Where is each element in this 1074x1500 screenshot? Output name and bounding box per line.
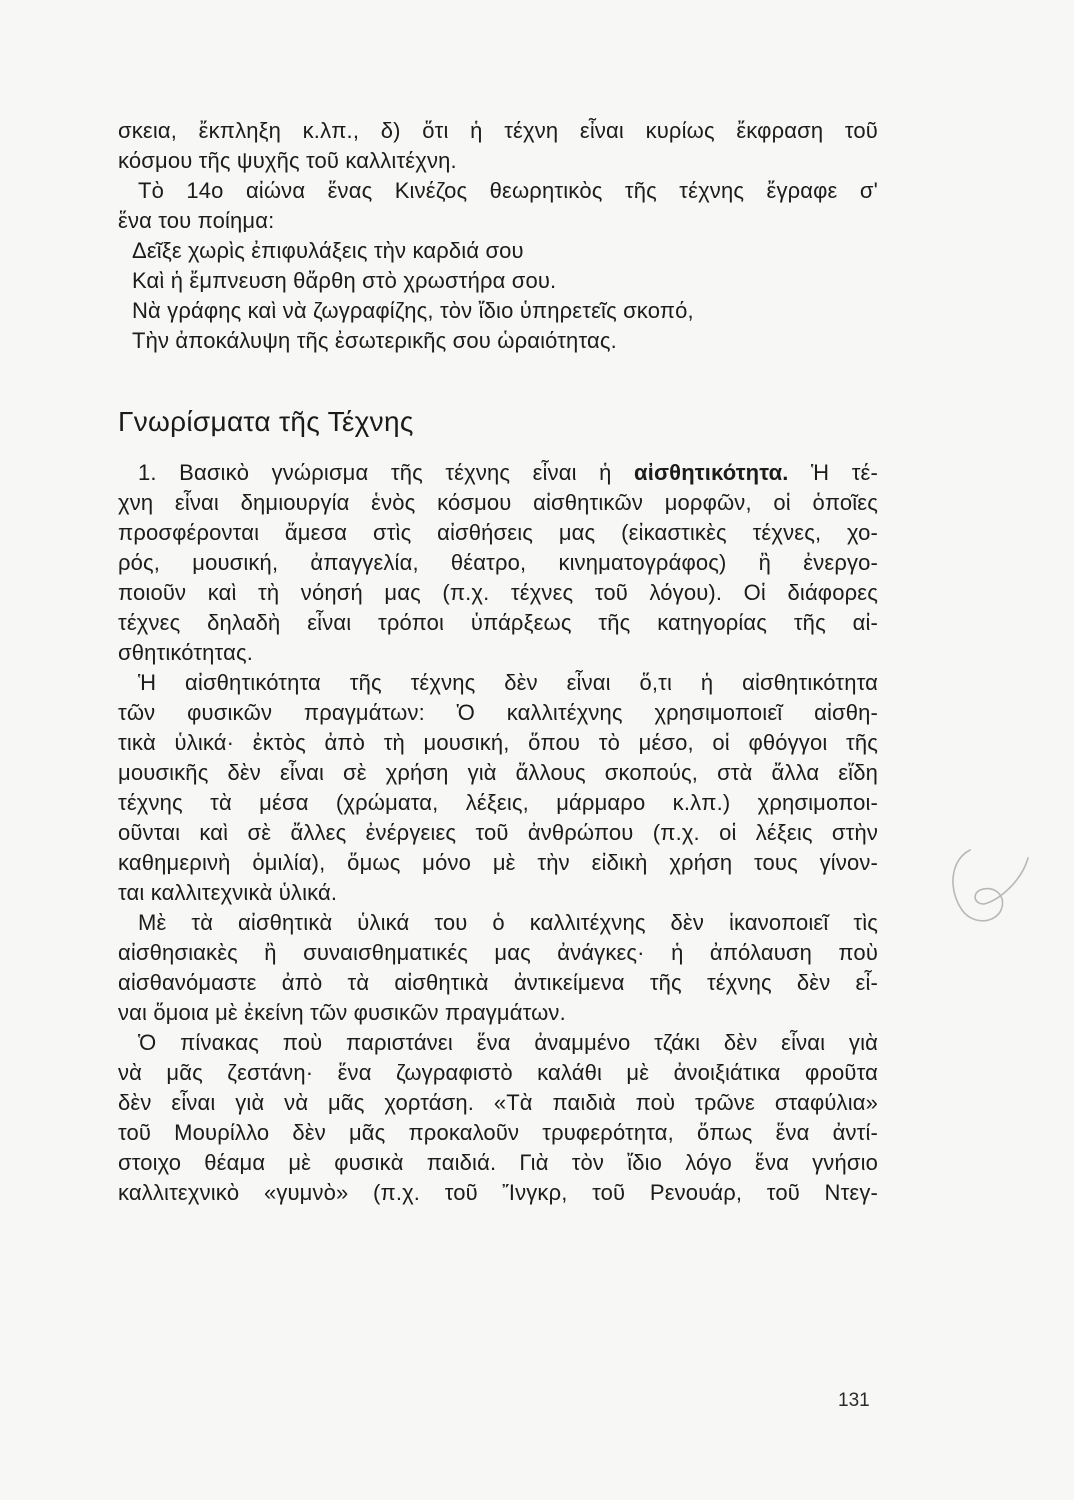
text-line: Ἡ αἰσθητικότητα τῆς τέχνης δὲν εἶναι ὅ,τι ἡ αἰσθητικότητα: [138, 670, 878, 695]
text-line: δὲν εἶναι γιὰ νὰ μᾶς χορτάση. «Τὰ παιδιὰ ποὺ τρῶνε σταφύλια»: [118, 1090, 878, 1115]
page-number: 131: [838, 1390, 870, 1411]
text-line: Μὲ τὰ αἰσθητικὰ ὑλικά του ὁ καλλιτέχνης δὲν ἱκανοποιεῖ τὶς: [138, 910, 878, 935]
text-line: κόσμου τῆς ψυχῆς τοῦ καλλιτέχνη.: [118, 148, 457, 173]
paragraph-first-line: [118, 458, 878, 488]
poem-line: Καὶ ἡ ἔμπνευση θἄρθη στὸ χρωστήρα σου.: [132, 268, 557, 293]
text-line: Ὁ πίνακας ποὺ παριστάνει ἕνα ἀναμμένο τζάκι δὲν εἶναι γιὰ: [138, 1030, 878, 1055]
text-line: καθημερινὴ ὁμιλία), ὅμως μόνο μὲ τὴν εἰδικὴ χρήση τους γίνον-: [118, 850, 878, 875]
text-line: αἰσθανόμαστε ἀπὸ τὰ αἰσθητικὰ ἀντικείμενα τῆς τέχνης δὲν εἶ-: [118, 970, 878, 995]
section-heading: Γνωρίσματα τῆς Τέχνης: [118, 406, 414, 437]
text-line: τέχνης τὰ μέσα (χρώματα, λέξεις, μάρμαρο κ.λπ.) χρησιμοποι-: [118, 790, 878, 815]
text-line: τέχνες δηλαδὴ εἶναι τρόποι ὑπάρξεως τῆς κατηγορίας τῆς αἰ-: [118, 610, 878, 635]
text-line: Τὸ 14ο αἰώνα ἕνας Κινέζος θεωρητικὸς τῆς τέχνης ἔγραφε σ': [138, 178, 878, 203]
text-run: 1. Βασικὸ γνώρισμα τῆς τέχνης εἶναι ἡ: [138, 460, 635, 485]
poem-line: Δεῖξε χωρὶς ἐπιφυλάξεις τὴν καρδιά σου: [132, 238, 524, 263]
text-line: νὰ μᾶς ζεστάνη· ἕνα ζωγραφιστὸ καλάθι μὲ ἀνοιξιάτικα φροῦτα: [118, 1060, 878, 1085]
text-line: ποιοῦν καὶ τὴ νόησή μας (π.χ. τέχνες τοῦ λόγου). Οἱ διάφορες: [118, 580, 878, 605]
text-line: προσφέρονται ἄμεσα στὶς αἰσθήσεις μας (εἰκαστικὲς τέχνες, χο-: [118, 520, 878, 545]
bold-term: αἰσθητικότητα.: [634, 460, 789, 485]
text-line: μουσικῆς δὲν εἶναι σὲ χρήση γιὰ ἄλλους σκοπούς, στὰ ἄλλα εἴδη: [118, 760, 878, 785]
text-line: ρός, μουσική, ἀπαγγελία, θέατρο, κινηματογράφος) ἢ ἐνεργο-: [118, 550, 878, 575]
poem-line: Νὰ γράφης καὶ νὰ ζωγραφίζης, τὸν ἴδιο ὑπηρετεῖς σκοπό,: [132, 298, 694, 323]
text-line: χνη εἶναι δημιουργία ἑνὸς κόσμου αἰσθητικῶν μορφῶν, οἱ ὁποῖες: [118, 490, 878, 515]
text-line: ἕνα του ποίημα:: [118, 208, 275, 233]
text-line: αἰσθησιακὲς ἢ συναισθηματικές μας ἀνάγκες· ἡ ἀπόλαυση ποὺ: [118, 940, 878, 965]
text-line: σθητικότητας.: [118, 640, 253, 665]
pencil-mark: [930, 840, 1040, 930]
text-line: στοιχο θέαμα μὲ φυσικὰ παιδιά. Γιὰ τὸν ἴδιο λόγο ἕνα γνήσιο: [118, 1150, 878, 1175]
text-run: Ἡ τέ-: [788, 460, 878, 485]
text-line: τῶν φυσικῶν πραγμάτων: Ὁ καλλιτέχνης χρησιμοποιεῖ αἰσθη-: [118, 700, 878, 725]
text-line: ται καλλιτεχνικὰ ὑλικά.: [118, 880, 338, 905]
text-line: καλλιτεχνικὸ «γυμνὸ» (π.χ. τοῦ Ἴνγκρ, τοῦ Ρενουάρ, τοῦ Ντεγ-: [118, 1180, 878, 1205]
page-text: [118, 116, 878, 1208]
poem-line: Τὴν ἀποκάλυψη τῆς ἐσωτερικῆς σου ὡραιότητας.: [132, 328, 617, 353]
text-line: τοῦ Μουρίλλο δὲν μᾶς προκαλοῦν τρυφερότητα, ὅπως ἕνα ἀντί-: [118, 1120, 878, 1145]
text-line: οῦνται καὶ σὲ ἄλλες ἐνέργειες τοῦ ἀνθρώπου (π.χ. οἱ λέξεις στὴν: [118, 820, 878, 845]
text-line: τικὰ ὑλικά· ἐκτὸς ἀπὸ τὴ μουσική, ὅπου τὸ μέσο, οἱ φθόγγοι τῆς: [118, 730, 878, 755]
text-line: σκεια, ἔκπληξη κ.λπ., δ) ὅτι ἡ τέχνη εἶναι κυρίως ἔκφραση τοῦ: [118, 118, 878, 143]
text-line: ναι ὅμοια μὲ ἐκείνη τῶν φυσικῶν πραγμάτων.: [118, 1000, 566, 1025]
